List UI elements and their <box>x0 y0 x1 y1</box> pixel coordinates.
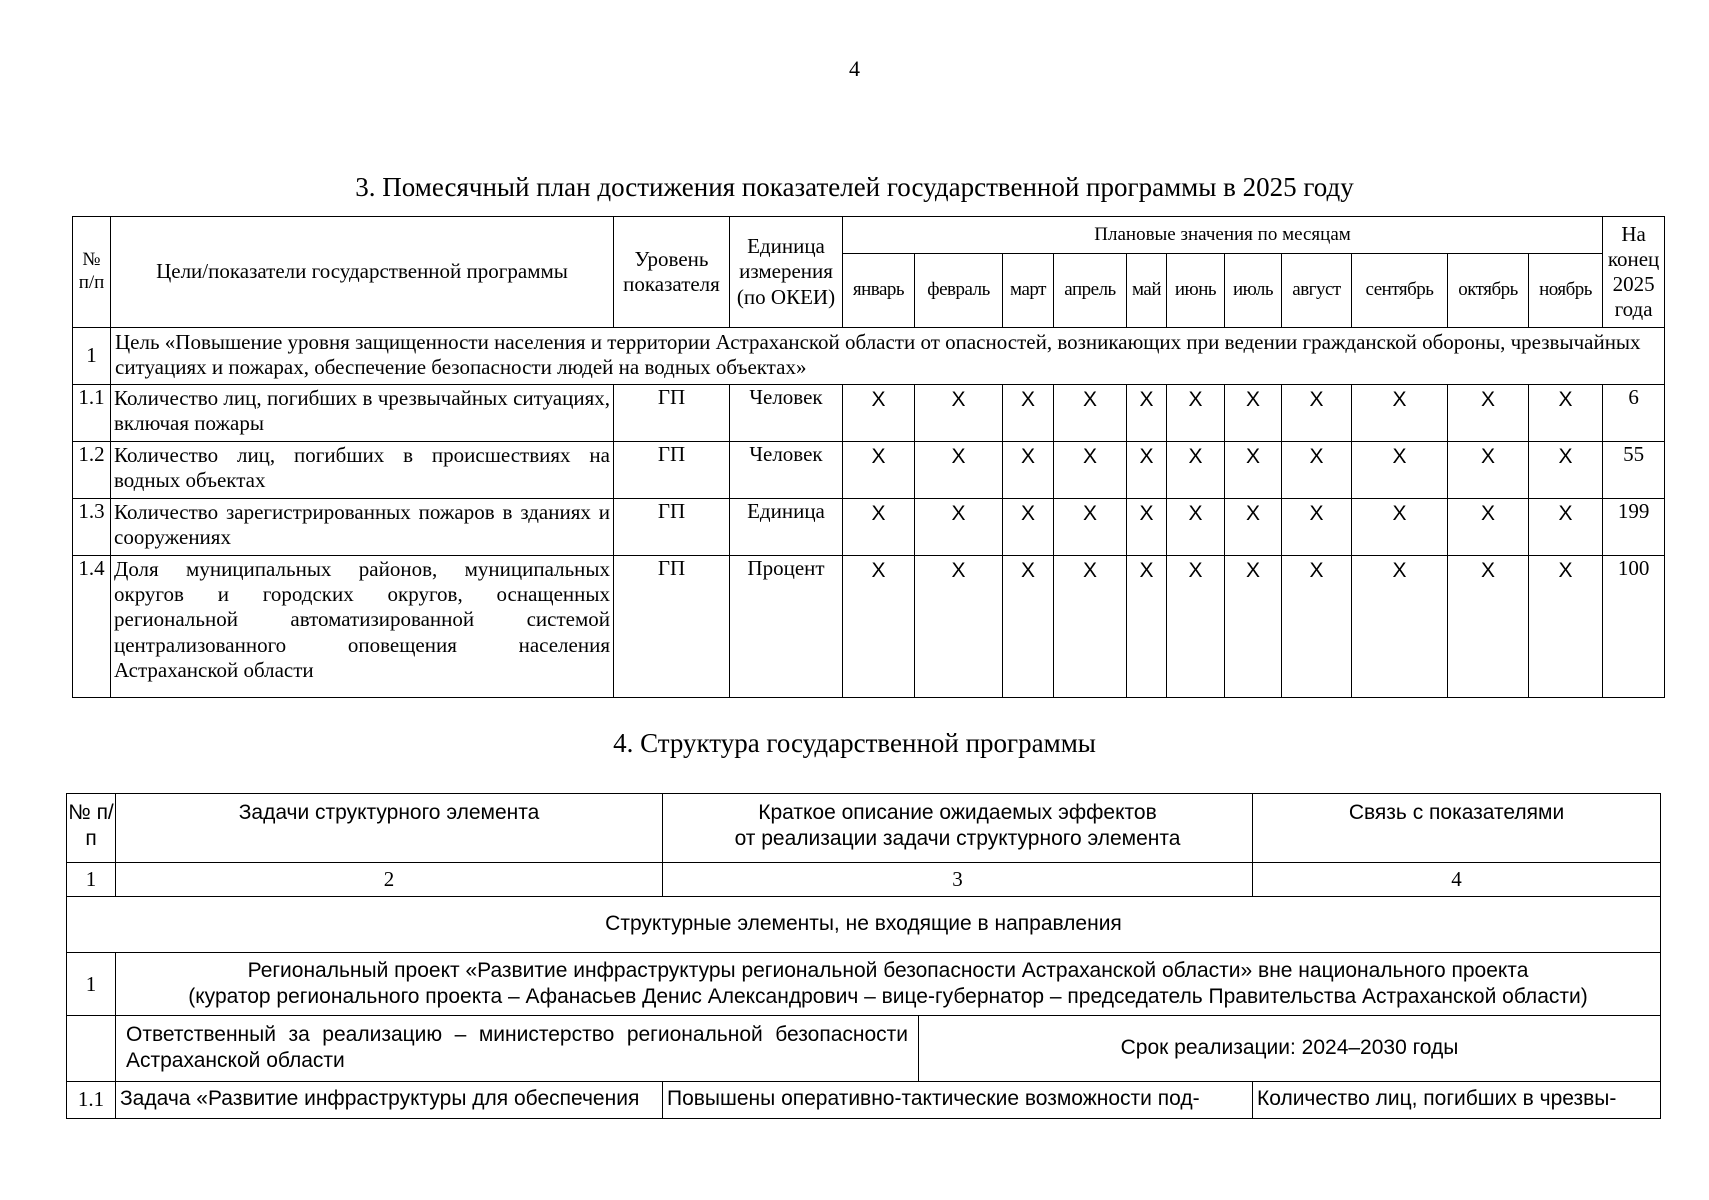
month-value: X <box>1225 499 1282 556</box>
month-value: X <box>1352 442 1448 499</box>
row-num: 1.3 <box>73 499 111 556</box>
structure-table <box>66 793 1661 1119</box>
header-effects-line1: Краткое описание ожидаемых эффектов <box>758 801 1157 824</box>
month-value: X <box>1054 499 1127 556</box>
term-cell: Срок реализации: 2024–2030 годы <box>919 1016 1661 1082</box>
month-value: X <box>843 442 915 499</box>
index-cell: 3 <box>663 863 1253 897</box>
goal-num: 1 <box>73 328 111 385</box>
indicator-unit: Человек <box>730 442 843 499</box>
month-value: X <box>1448 499 1529 556</box>
index-cell: 2 <box>116 863 663 897</box>
table-row <box>73 499 1665 556</box>
indicator-level: ГП <box>614 442 730 499</box>
table-row <box>73 442 1665 499</box>
month-value: X <box>1167 385 1225 442</box>
header-effects <box>663 794 1253 863</box>
project-num: 1 <box>67 953 116 1016</box>
indicator-level: ГП <box>614 499 730 556</box>
index-cell: 4 <box>1253 863 1661 897</box>
month-value: X <box>1127 385 1167 442</box>
section3-title: 3. Помесячный план достижения показателей государственной программы в 2025 году <box>355 172 1354 202</box>
month-value: X <box>1054 556 1127 698</box>
month-value: X <box>1448 556 1529 698</box>
month-value: X <box>1282 556 1352 698</box>
month-value: X <box>1529 499 1603 556</box>
year-end-value: 55 <box>1603 442 1665 499</box>
link-text: Количество лиц, погибших в чрезвы- <box>1253 1081 1661 1118</box>
month-value: X <box>1352 385 1448 442</box>
month-value: X <box>1225 385 1282 442</box>
month-value: X <box>1003 499 1054 556</box>
month-value: X <box>1054 442 1127 499</box>
header-monthly: Плановые значения по месяцам <box>843 217 1603 254</box>
month-value: X <box>1529 385 1603 442</box>
header-num: № п/п <box>67 794 116 863</box>
indicator-name: Количество лиц, погибших в происшествиях на водных объектах <box>111 442 614 499</box>
month-value: X <box>1352 556 1448 698</box>
row-num: 1.1 <box>67 1081 116 1118</box>
month-value: X <box>915 385 1003 442</box>
responsible-cell: Ответственный за реализацию – министерство региональной безопасности Астраханской области <box>116 1016 919 1082</box>
table-row <box>73 556 1665 698</box>
month-value: X <box>1167 556 1225 698</box>
goal-text: Цель «Повышение уровня защищенности населения и территории Астраханской области от опасностей, возникающих при ведении гражданской обороны, чрезвычайных ситуациях и пожарах, обеспечение безопасности людей на водных объектах» <box>111 328 1665 385</box>
header-month-jul: июль <box>1225 254 1282 328</box>
month-value: X <box>1352 499 1448 556</box>
indicator-name: Количество зарегистрированных пожаров в зданиях и сооружениях <box>111 499 614 556</box>
header-month-mar: март <box>1003 254 1054 328</box>
header-month-aug: август <box>1282 254 1352 328</box>
task-text: Задача «Развитие инфраструктуры для обеспечения <box>116 1081 663 1118</box>
month-value: X <box>1448 385 1529 442</box>
empty-cell <box>67 1016 116 1082</box>
header-link: Связь с показателями <box>1253 794 1661 863</box>
month-value: X <box>843 385 915 442</box>
month-value: X <box>1167 499 1225 556</box>
header-tasks: Задачи структурного элемента <box>116 794 663 863</box>
indicator-unit: Единица <box>730 499 843 556</box>
month-value: X <box>843 499 915 556</box>
indicator-level: ГП <box>614 556 730 698</box>
project-line1: Региональный проект «Развитие инфраструктуры региональной безопасности Астраханской области» вне национального проекта <box>247 958 1529 982</box>
header-month-jan: январь <box>843 254 915 328</box>
month-value: X <box>915 499 1003 556</box>
row-num: 1.2 <box>73 442 111 499</box>
header-month-oct: октябрь <box>1448 254 1529 328</box>
year-end-value: 6 <box>1603 385 1665 442</box>
indicator-name: Количество лиц, погибших в чрезвычайных ситуациях, включая пожары <box>111 385 614 442</box>
effect-text: Повышены оперативно-тактические возможности под- <box>663 1081 1253 1118</box>
header-year-end: На конец 2025 года <box>1603 217 1665 328</box>
header-month-jun: июнь <box>1167 254 1225 328</box>
month-value: X <box>1282 442 1352 499</box>
page-number: 4 <box>849 56 860 81</box>
header-month-nov: ноябрь <box>1529 254 1603 328</box>
month-value: X <box>1529 556 1603 698</box>
project-line2: (куратор регионального проекта – Афанасьев Денис Александрович – вице-губернатор – председатель Правительства Астраханской области) <box>188 985 1588 1008</box>
month-value: X <box>1127 556 1167 698</box>
month-value: X <box>915 556 1003 698</box>
indicator-unit: Человек <box>730 385 843 442</box>
header-month-apr: апрель <box>1054 254 1127 328</box>
month-value: X <box>1054 385 1127 442</box>
header-unit: Единица измерения (по ОКЕИ) <box>730 217 843 328</box>
month-value: X <box>1003 556 1054 698</box>
header-effects-line2: от реализации задачи структурного элемента <box>734 827 1181 851</box>
month-value: X <box>915 442 1003 499</box>
table-row <box>73 385 1665 442</box>
month-value: X <box>1225 556 1282 698</box>
month-value: X <box>1003 442 1054 499</box>
section-label: Структурные элементы, не входящие в направления <box>67 897 1661 953</box>
row-num: 1.1 <box>73 385 111 442</box>
month-value: X <box>843 556 915 698</box>
index-cell: 1 <box>67 863 116 897</box>
month-value: X <box>1448 442 1529 499</box>
section4-title: 4. Структура государственной программы <box>613 728 1096 758</box>
table-row <box>67 1081 1661 1118</box>
header-month-feb: февраль <box>915 254 1003 328</box>
month-value: X <box>1003 385 1054 442</box>
header-goals: Цели/показатели государственной программы <box>111 217 614 328</box>
header-month-sep: сентябрь <box>1352 254 1448 328</box>
month-value: X <box>1282 385 1352 442</box>
header-level: Уровень показателя <box>614 217 730 328</box>
month-value: X <box>1127 499 1167 556</box>
indicator-name: Доля муниципальных районов, муниципальных округов и городских округов, оснащенных региональной автоматизированной системой централизованного оповещения населения Астраханской области <box>111 556 614 698</box>
project-title <box>116 953 1661 1016</box>
monthly-plan-table <box>72 216 1665 698</box>
month-value: X <box>1167 442 1225 499</box>
year-end-value: 100 <box>1603 556 1665 698</box>
month-value: X <box>1529 442 1603 499</box>
month-value: X <box>1127 442 1167 499</box>
header-month-may: май <box>1127 254 1167 328</box>
row-num: 1.4 <box>73 556 111 698</box>
header-num: № п/п <box>73 217 111 328</box>
month-value: X <box>1282 499 1352 556</box>
indicator-unit: Процент <box>730 556 843 698</box>
indicator-level: ГП <box>614 385 730 442</box>
year-end-value: 199 <box>1603 499 1665 556</box>
month-value: X <box>1225 442 1282 499</box>
